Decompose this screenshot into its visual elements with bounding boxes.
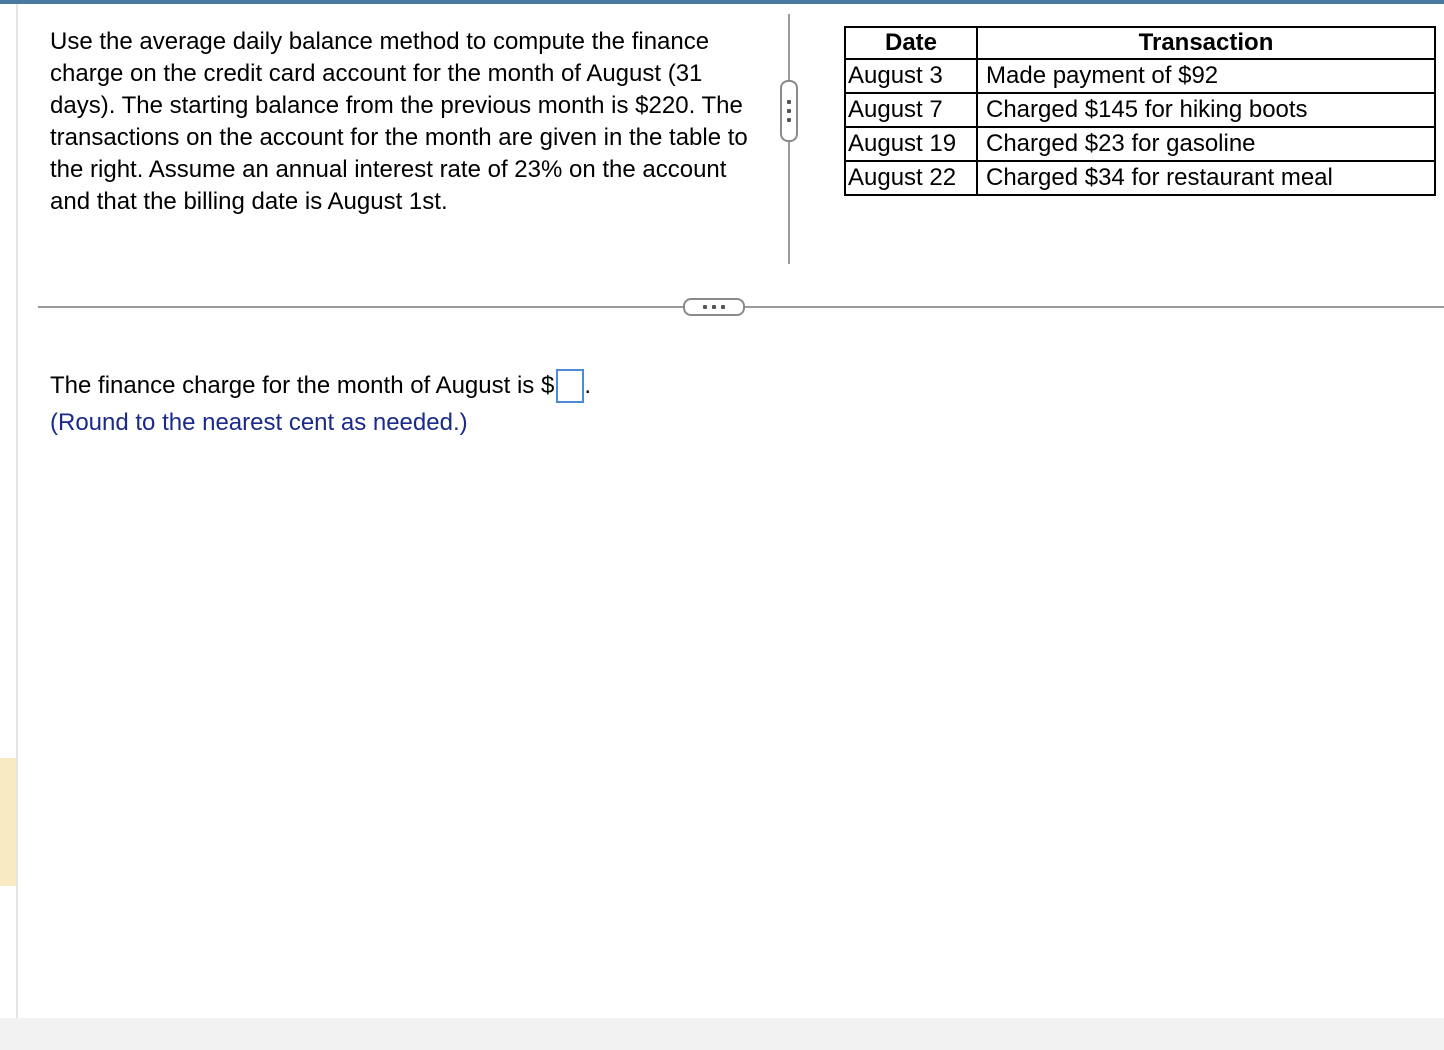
table-row bbox=[845, 161, 1435, 195]
grip-dot-icon bbox=[787, 100, 791, 104]
left-rail bbox=[16, 4, 18, 1018]
answer-line bbox=[50, 368, 591, 404]
grip-dot-icon bbox=[712, 305, 716, 309]
horizontal-splitter-handle[interactable] bbox=[683, 298, 745, 316]
transactions-table bbox=[844, 26, 1436, 196]
transaction-cell: Charged $145 for hiking boots bbox=[977, 93, 1435, 127]
date-cell: August 19 bbox=[845, 127, 977, 161]
date-cell: August 22 bbox=[845, 161, 977, 195]
vertical-splitter-handle[interactable] bbox=[780, 80, 798, 142]
transaction-cell: Made payment of $92 bbox=[977, 59, 1435, 93]
column-header-date: Date bbox=[845, 27, 977, 59]
table-header-row bbox=[845, 27, 1435, 59]
table-row bbox=[845, 59, 1435, 93]
answer-suffix: . bbox=[584, 372, 591, 399]
date-cell: August 3 bbox=[845, 59, 977, 93]
bottom-bar bbox=[0, 1018, 1444, 1050]
answer-prefix: The finance charge for the month of August is $ bbox=[50, 372, 555, 399]
date-cell: August 7 bbox=[845, 93, 977, 127]
transaction-cell: Charged $23 for gasoline bbox=[977, 127, 1435, 161]
top-accent-bar bbox=[0, 0, 1444, 4]
table-row bbox=[845, 127, 1435, 161]
left-highlight-marker bbox=[0, 758, 16, 886]
grip-dot-icon bbox=[703, 305, 707, 309]
table-row bbox=[845, 93, 1435, 127]
grip-dot-icon bbox=[787, 109, 791, 113]
transaction-cell: Charged $34 for restaurant meal bbox=[977, 161, 1435, 195]
grip-dot-icon bbox=[787, 118, 791, 122]
question-text: Use the average daily balance method to compute the finance charge on the credit card account for the month of August (31 days). The starting balance from the previous month is $220. The transactions on the account for the month are given in the table to the right. Assume an annual interest rate of 23% on the account and that the billing date is August 1st. bbox=[50, 28, 748, 215]
grip-dot-icon bbox=[721, 305, 725, 309]
answer-input[interactable] bbox=[556, 369, 584, 403]
column-header-transaction: Transaction bbox=[977, 27, 1435, 59]
rounding-hint: (Round to the nearest cent as needed.) bbox=[50, 409, 468, 436]
